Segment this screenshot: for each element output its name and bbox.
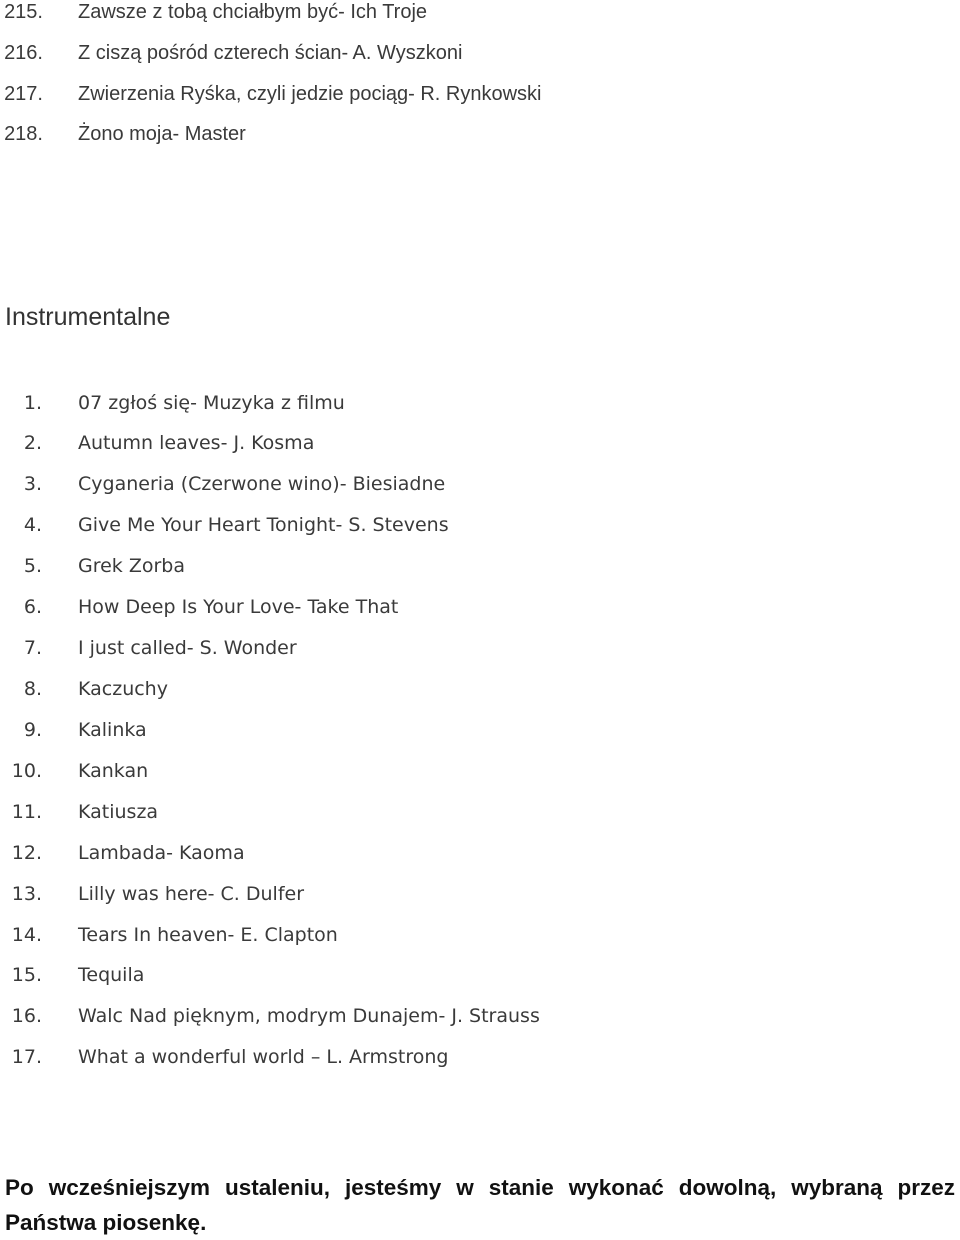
item-title: Kalinka <box>78 719 147 741</box>
item-title: Kankan <box>78 760 149 782</box>
item-number: 15. <box>11 964 42 986</box>
item-number: 5. <box>23 555 42 577</box>
item-title: 07 zgłoś się- Muzyka z filmu <box>78 392 345 414</box>
item-title: Tequila <box>78 964 145 986</box>
item-number: 17. <box>11 1046 42 1068</box>
item-number: 1. <box>23 392 42 414</box>
item-number: 6. <box>23 596 42 618</box>
item-number: 3. <box>23 473 42 495</box>
item-title: Walc Nad pięknym, modrym Dunajem- J. Strauss <box>78 1005 540 1027</box>
item-title: Lambada- Kaoma <box>78 842 245 864</box>
item-number: 7. <box>23 637 42 659</box>
item-number: 215. <box>4 1 43 23</box>
section-heading: Instrumentalne <box>5 303 171 331</box>
item-title: Tears In heaven- E. Clapton <box>78 924 338 946</box>
item-title: What a wonderful world – L. Armstrong <box>78 1046 449 1068</box>
item-number: 8. <box>23 678 42 700</box>
item-title: I just called- S. Wonder <box>78 637 297 659</box>
item-title: Katiusza <box>78 801 159 823</box>
item-title: Cyganeria (Czerwone wino)- Biesiadne <box>78 473 446 495</box>
item-title: Autumn leaves- J. Kosma <box>78 432 315 454</box>
item-number: 216. <box>4 42 43 64</box>
item-title: Zawsze z tobą chciałbym być- Ich Troje <box>78 1 428 23</box>
item-number: 218. <box>4 123 43 145</box>
item-title: Z ciszą pośród czterech ścian- A. Wyszkoni <box>78 42 463 64</box>
item-number: 12. <box>11 842 42 864</box>
item-title: Kaczuchy <box>78 678 168 700</box>
item-number: 217. <box>4 83 43 105</box>
item-title: Żono moja- Master <box>78 123 246 145</box>
item-title: Grek Zorba <box>78 555 186 577</box>
item-number: 4. <box>23 514 42 536</box>
item-number: 2. <box>23 432 42 454</box>
item-number: 10. <box>11 760 42 782</box>
item-title: How Deep Is Your Love- Take That <box>78 596 399 618</box>
item-number: 11. <box>11 801 42 823</box>
item-number: 14. <box>11 924 42 946</box>
footer-note: Po wcześniejszym ustaleniu, jesteśmy w stanie wykonać dowolną, wybraną przez Państwa piosenkę. <box>5 1175 955 1235</box>
item-title: Lilly was here- C. Dulfer <box>78 883 305 905</box>
item-title: Zwierzenia Ryśka, czyli jedzie pociąg- R. Rynkowski <box>78 83 542 105</box>
item-title: Give Me Your Heart Tonight- S. Stevens <box>78 514 449 536</box>
item-number: 13. <box>11 883 42 905</box>
item-number: 9. <box>23 719 42 741</box>
item-number: 16. <box>11 1005 42 1027</box>
